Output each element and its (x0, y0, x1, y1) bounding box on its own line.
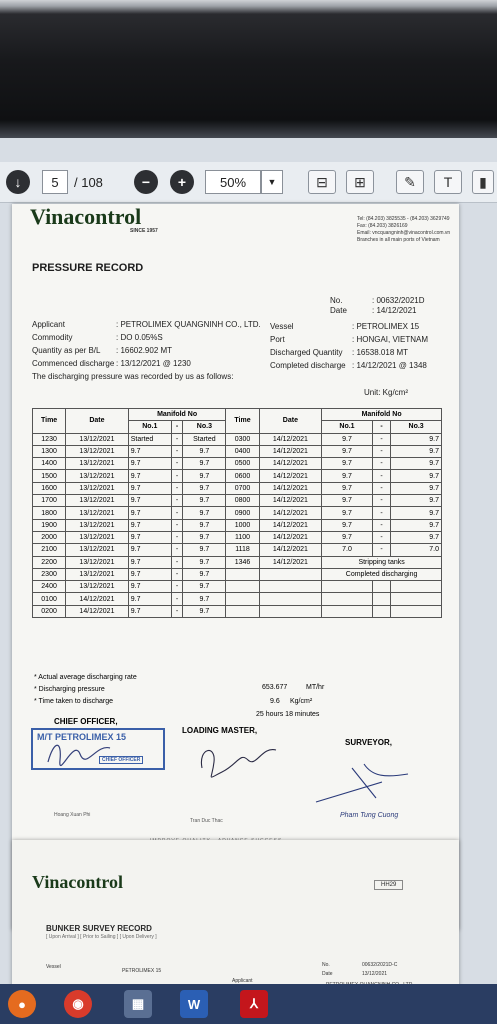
table-cell: 0100 (33, 593, 66, 605)
page-number-input[interactable]: 5 (42, 170, 68, 194)
table-cell: 9.7 (128, 581, 171, 593)
field-value: : PETROLIMEX 15 (352, 322, 420, 331)
table-cell: 9.7 (391, 495, 442, 507)
next-page-vessel-value: PETROLIMEX 15 (122, 968, 162, 974)
field-value: : PETROLIMEX QUANGNINH CO., LTD. (116, 320, 261, 329)
fit-page-icon[interactable]: ⊟ (308, 170, 336, 194)
next-page-subtitle: [ Upon Arrival ] [ Prior to Sailing ] [ Upon Delivery ] (46, 934, 157, 940)
table-cell: 2000 (33, 531, 66, 543)
table-cell: 9.7 (128, 482, 171, 494)
table-cell: 9.7 (128, 470, 171, 482)
field-label: Commodity (32, 333, 73, 342)
page-total-label: / 108 (74, 174, 103, 190)
table-cell: - (171, 445, 182, 457)
table-cell: 0500 (226, 458, 259, 470)
record-date-label: Date (330, 306, 347, 315)
table-cell: 9.7 (128, 495, 171, 507)
zoom-out-button[interactable]: − (134, 170, 158, 194)
vinacontrol-logo: Vinacontrol (32, 872, 124, 892)
record-note: The discharging pressure was recorded by us as follows: (32, 372, 234, 381)
surveyor-label: SURVEYOR, (345, 738, 392, 747)
table-cell: 9.7 (183, 556, 226, 568)
table-cell: 14/12/2021 (259, 482, 322, 494)
table-cell: 13/12/2021 (66, 433, 129, 445)
col-header-date: Date (259, 409, 322, 434)
table-cell: - (372, 531, 390, 543)
record-no-value: : 00632/2021D (372, 296, 425, 305)
table-cell: 14/12/2021 (259, 433, 322, 445)
pressure-table (32, 408, 442, 618)
table-cell: 13/12/2021 (66, 470, 129, 482)
table-cell: 7.0 (322, 544, 373, 556)
table-cell: 13/12/2021 (66, 556, 129, 568)
loading-master-label: LOADING MASTER, (182, 726, 258, 735)
table-cell: 9.7 (128, 507, 171, 519)
table-cell: 0800 (226, 495, 259, 507)
chevron-down-icon[interactable]: ▼ (261, 170, 283, 194)
field-label: Port (270, 335, 285, 344)
table-cell: 14/12/2021 (259, 495, 322, 507)
app-icon[interactable]: ▦ (124, 990, 152, 1018)
table-cell: - (171, 519, 182, 531)
table-cell: 13/12/2021 (66, 495, 129, 507)
next-page-no-label: No. (322, 962, 330, 968)
table-cell (226, 568, 259, 580)
table-row (33, 470, 442, 482)
table-cell: - (171, 556, 182, 568)
table-cell: 14/12/2021 (259, 531, 322, 543)
next-page-applicant-label: Applicant (232, 978, 253, 984)
table-cell: 9.7 (183, 519, 226, 531)
table-cell: 1700 (33, 495, 66, 507)
table-row (33, 433, 442, 445)
table-cell (391, 605, 442, 617)
table-cell: 9.7 (391, 507, 442, 519)
table-cell: 13/12/2021 (66, 568, 129, 580)
table-cell: - (171, 568, 182, 580)
field-value: : DO 0.05%S (116, 333, 163, 342)
table-cell (372, 593, 390, 605)
page-title: PRESSURE RECORD (32, 262, 144, 274)
table-cell: 2100 (33, 544, 66, 556)
table-row (33, 482, 442, 494)
table-cell: 9.7 (128, 593, 171, 605)
table-cell: 13/12/2021 (66, 531, 129, 543)
pdf-toolbar (0, 162, 497, 203)
table-row (33, 556, 442, 568)
contact-line: Tel: (84.203) 3825535 - (84.203) 3629749 (357, 216, 450, 222)
table-cell: 9.7 (128, 568, 171, 580)
table-cell: - (171, 581, 182, 593)
table-cell: 2400 (33, 581, 66, 593)
table-cell: 1230 (33, 433, 66, 445)
table-cell: 1800 (33, 507, 66, 519)
since-label: SINCE 1957 (130, 228, 158, 234)
table-cell: 14/12/2021 (259, 458, 322, 470)
table-cell: - (372, 544, 390, 556)
table-cell: 9.7 (391, 482, 442, 494)
table-cell: 9.7 (391, 470, 442, 482)
table-cell (372, 605, 390, 617)
table-cell (259, 568, 322, 580)
table-cell: 13/12/2021 (66, 507, 129, 519)
table-cell: - (171, 482, 182, 494)
stamp-role-text: CHIEF OFFICER (99, 756, 143, 764)
table-cell: - (171, 433, 182, 445)
table-cell: 1900 (33, 519, 66, 531)
table-cell: 9.7 (183, 593, 226, 605)
record-no-label: No. (330, 296, 343, 305)
table-cell: 9.7 (322, 470, 373, 482)
unit-label: Unit: Kg/cm² (364, 388, 409, 397)
table-cell: 1346 (226, 556, 259, 568)
pressure-table-body (33, 433, 442, 617)
chief-officer-label: CHIEF OFFICER, (54, 717, 118, 726)
table-cell: 9.7 (391, 433, 442, 445)
table-cell: 9.7 (128, 556, 171, 568)
table-cell (259, 581, 322, 593)
chrome-icon[interactable]: ◉ (64, 990, 92, 1018)
table-cell: - (372, 433, 390, 445)
table-row (33, 445, 442, 457)
table-cell: 14/12/2021 (66, 605, 129, 617)
next-page-stamp: HH29 (374, 880, 403, 890)
col-header-time: Time (226, 409, 259, 434)
table-cell: - (372, 482, 390, 494)
table-cell: 9.7 (322, 507, 373, 519)
table-cell: 13/12/2021 (66, 519, 129, 531)
table-cell: 0700 (226, 482, 259, 494)
table-cell: 9.7 (391, 531, 442, 543)
table-cell (391, 581, 442, 593)
table-cell: - (372, 470, 390, 482)
acrobat-icon[interactable]: ⅄ (240, 990, 268, 1018)
table-cell: 9.7 (322, 433, 373, 445)
field-label: Quantity as per B/L (32, 346, 101, 355)
table-cell: 2300 (33, 568, 66, 580)
table-cell: - (372, 495, 390, 507)
signature-loading-master (192, 738, 282, 782)
table-cell: 9.7 (183, 482, 226, 494)
table-cell: 14/12/2021 (259, 544, 322, 556)
table-cell: 1300 (33, 445, 66, 457)
table-cell: 0200 (33, 605, 66, 617)
signer-name-right: Pham Tung Cuong (340, 812, 399, 819)
table-cell: 14/12/2021 (259, 556, 322, 568)
table-cell: 9.7 (128, 531, 171, 543)
highlight-icon[interactable]: ▮ (472, 170, 494, 194)
table-cell: 1400 (33, 458, 66, 470)
table-cell: - (171, 544, 182, 556)
table-cell: 9.7 (183, 507, 226, 519)
table-cell: 14/12/2021 (259, 445, 322, 457)
table-cell (322, 593, 373, 605)
signer-name-left: Hoang Xuan Phi (54, 812, 91, 818)
table-cell: 9.7 (322, 519, 373, 531)
signature-chief-officer (40, 734, 120, 768)
field-label: Vessel (270, 322, 294, 331)
table-cell (322, 605, 373, 617)
pdf-page-bunker-survey (12, 840, 459, 1000)
table-row (33, 605, 442, 617)
table-row (33, 531, 442, 543)
table-cell: 14/12/2021 (66, 593, 129, 605)
text-tool-icon[interactable]: T (434, 170, 462, 194)
table-cell: 7.0 (391, 544, 442, 556)
table-cell: 9.7 (183, 458, 226, 470)
zoom-in-button[interactable]: + (170, 170, 194, 194)
table-cell: Stripping tanks (322, 556, 442, 568)
table-cell: Started (183, 433, 226, 445)
table-row (33, 458, 442, 470)
field-label: Discharged Quantity (270, 348, 343, 357)
table-cell: - (171, 507, 182, 519)
next-page-icon[interactable]: ↓ (6, 170, 30, 194)
table-cell: Started (128, 433, 171, 445)
table-row (33, 507, 442, 519)
word-icon[interactable]: W (180, 990, 208, 1018)
table-cell: 14/12/2021 (259, 519, 322, 531)
table-cell: - (372, 507, 390, 519)
table-cell: 9.7 (128, 544, 171, 556)
next-page-title: BUNKER SURVEY RECORD (46, 924, 152, 933)
table-cell: 1000 (226, 519, 259, 531)
table-cell (226, 605, 259, 617)
field-value: : 16602.902 MT (116, 346, 173, 355)
table-cell: 13/12/2021 (66, 482, 129, 494)
table-cell: 13/12/2021 (66, 544, 129, 556)
table-cell: - (171, 495, 182, 507)
table-cell: - (171, 470, 182, 482)
col-header-no1: No.1 (322, 421, 373, 433)
table-cell: 9.7 (322, 445, 373, 457)
table-cell: 14/12/2021 (259, 507, 322, 519)
contact-line: Email: vncquangninh@vinacontrol.com.vn (357, 230, 451, 236)
table-cell: 9.7 (322, 495, 373, 507)
table-cell: 13/12/2021 (66, 445, 129, 457)
table-row (33, 519, 442, 531)
zoom-level-select[interactable]: 50% (205, 170, 261, 194)
table-cell: 9.7 (183, 531, 226, 543)
table-cell: 14/12/2021 (259, 470, 322, 482)
table-cell: 1100 (226, 531, 259, 543)
table-cell: - (171, 593, 182, 605)
col-header-manifold: Manifold No (322, 409, 442, 421)
firefox-icon[interactable]: ● (8, 990, 36, 1018)
table-cell: - (372, 458, 390, 470)
next-page-date-value: 13/12/2021 (362, 971, 388, 977)
table-cell: 9.7 (391, 458, 442, 470)
table-cell: 9.7 (128, 519, 171, 531)
table-cell: 0400 (226, 445, 259, 457)
table-cell: 0900 (226, 507, 259, 519)
field-value: : 14/12/2021 @ 1348 (352, 361, 427, 370)
table-cell: 1500 (33, 470, 66, 482)
table-cell: 9.7 (183, 581, 226, 593)
table-cell: 9.7 (183, 544, 226, 556)
table-cell: 9.7 (183, 568, 226, 580)
table-cell: 9.7 (128, 605, 171, 617)
table-cell: 9.7 (322, 482, 373, 494)
table-row (33, 495, 442, 507)
col-header-no1: No.1 (128, 421, 171, 433)
table-row (33, 568, 442, 580)
table-cell: - (372, 445, 390, 457)
table-cell: 9.7 (391, 519, 442, 531)
field-value: : 13/12/2021 @ 1230 (116, 359, 191, 368)
summary-value: 9.6 (270, 698, 280, 705)
vinacontrol-logo: Vinacontrol (30, 204, 142, 229)
table-cell: 9.7 (391, 445, 442, 457)
table-cell: 9.7 (183, 445, 226, 457)
col-header-dash: - (372, 421, 390, 433)
next-page-no-value: 00632/2021D-C (362, 962, 398, 968)
summary-unit: MT/hr (306, 684, 325, 691)
table-row (33, 593, 442, 605)
table-cell: 9.7 (322, 458, 373, 470)
table-cell: Completed discharging (322, 568, 442, 580)
col-header-no3: No.3 (391, 421, 442, 433)
table-cell (259, 593, 322, 605)
col-header-no3: No.3 (183, 421, 226, 433)
col-header-dash: - (171, 421, 182, 433)
contact-line: Branches in all main ports of Vietnam (357, 237, 440, 243)
table-cell: - (171, 458, 182, 470)
field-value: : HONGAI, VIETNAM (352, 335, 429, 344)
summary-unit: Kg/cm² (290, 698, 313, 705)
pdf-viewer-window (0, 138, 497, 1024)
table-cell: 9.7 (183, 605, 226, 617)
signature-surveyor (312, 758, 422, 808)
table-cell: 0300 (226, 433, 259, 445)
table-cell: - (171, 531, 182, 543)
summary-label: * Actual average discharging rate (34, 674, 137, 681)
fit-width-icon[interactable]: ⊞ (346, 170, 374, 194)
field-label: Applicant (32, 320, 65, 329)
table-cell: - (372, 519, 390, 531)
monitor-bezel (0, 0, 497, 140)
table-row (33, 581, 442, 593)
signer-name-mid: Tran Duc Thac (190, 818, 223, 824)
next-page-vessel-label: Vessel (46, 964, 61, 970)
contact-line: Fax: (84.203) 3826169 (357, 223, 408, 229)
stamp-vessel-text: M/T PETROLIMEX 15 (37, 732, 127, 742)
table-cell: 9.7 (183, 495, 226, 507)
field-label: Commenced discharge (32, 359, 115, 368)
field-label: Completed discharge (270, 361, 346, 370)
col-header-manifold: Manifold No (128, 409, 226, 421)
table-cell: 1600 (33, 482, 66, 494)
table-row (33, 544, 442, 556)
table-cell: 9.7 (183, 470, 226, 482)
table-cell: 9.7 (128, 458, 171, 470)
table-cell (391, 593, 442, 605)
table-cell (372, 581, 390, 593)
summary-label: * Time taken to discharge (34, 698, 113, 705)
table-cell: 13/12/2021 (66, 581, 129, 593)
comment-icon[interactable]: ✎ (396, 170, 424, 194)
table-cell: 2200 (33, 556, 66, 568)
next-page-date-label: Date (322, 971, 333, 977)
table-cell (226, 593, 259, 605)
summary-value: 653.677 (262, 684, 288, 691)
field-value: : 16538.018 MT (352, 348, 409, 357)
record-date-value: : 14/12/2021 (372, 306, 417, 315)
table-cell: - (171, 605, 182, 617)
table-cell (322, 581, 373, 593)
col-header-date: Date (66, 409, 129, 434)
col-header-time: Time (33, 409, 66, 434)
table-cell: 1118 (226, 544, 259, 556)
table-cell (259, 605, 322, 617)
summary-value: 25 hours 18 minutes (256, 711, 320, 718)
table-cell: 9.7 (322, 531, 373, 543)
table-cell: 0600 (226, 470, 259, 482)
table-cell: 13/12/2021 (66, 458, 129, 470)
taskbar (0, 984, 497, 1024)
table-cell: 9.7 (128, 445, 171, 457)
table-cell (226, 581, 259, 593)
summary-label: * Discharging pressure (34, 686, 105, 693)
